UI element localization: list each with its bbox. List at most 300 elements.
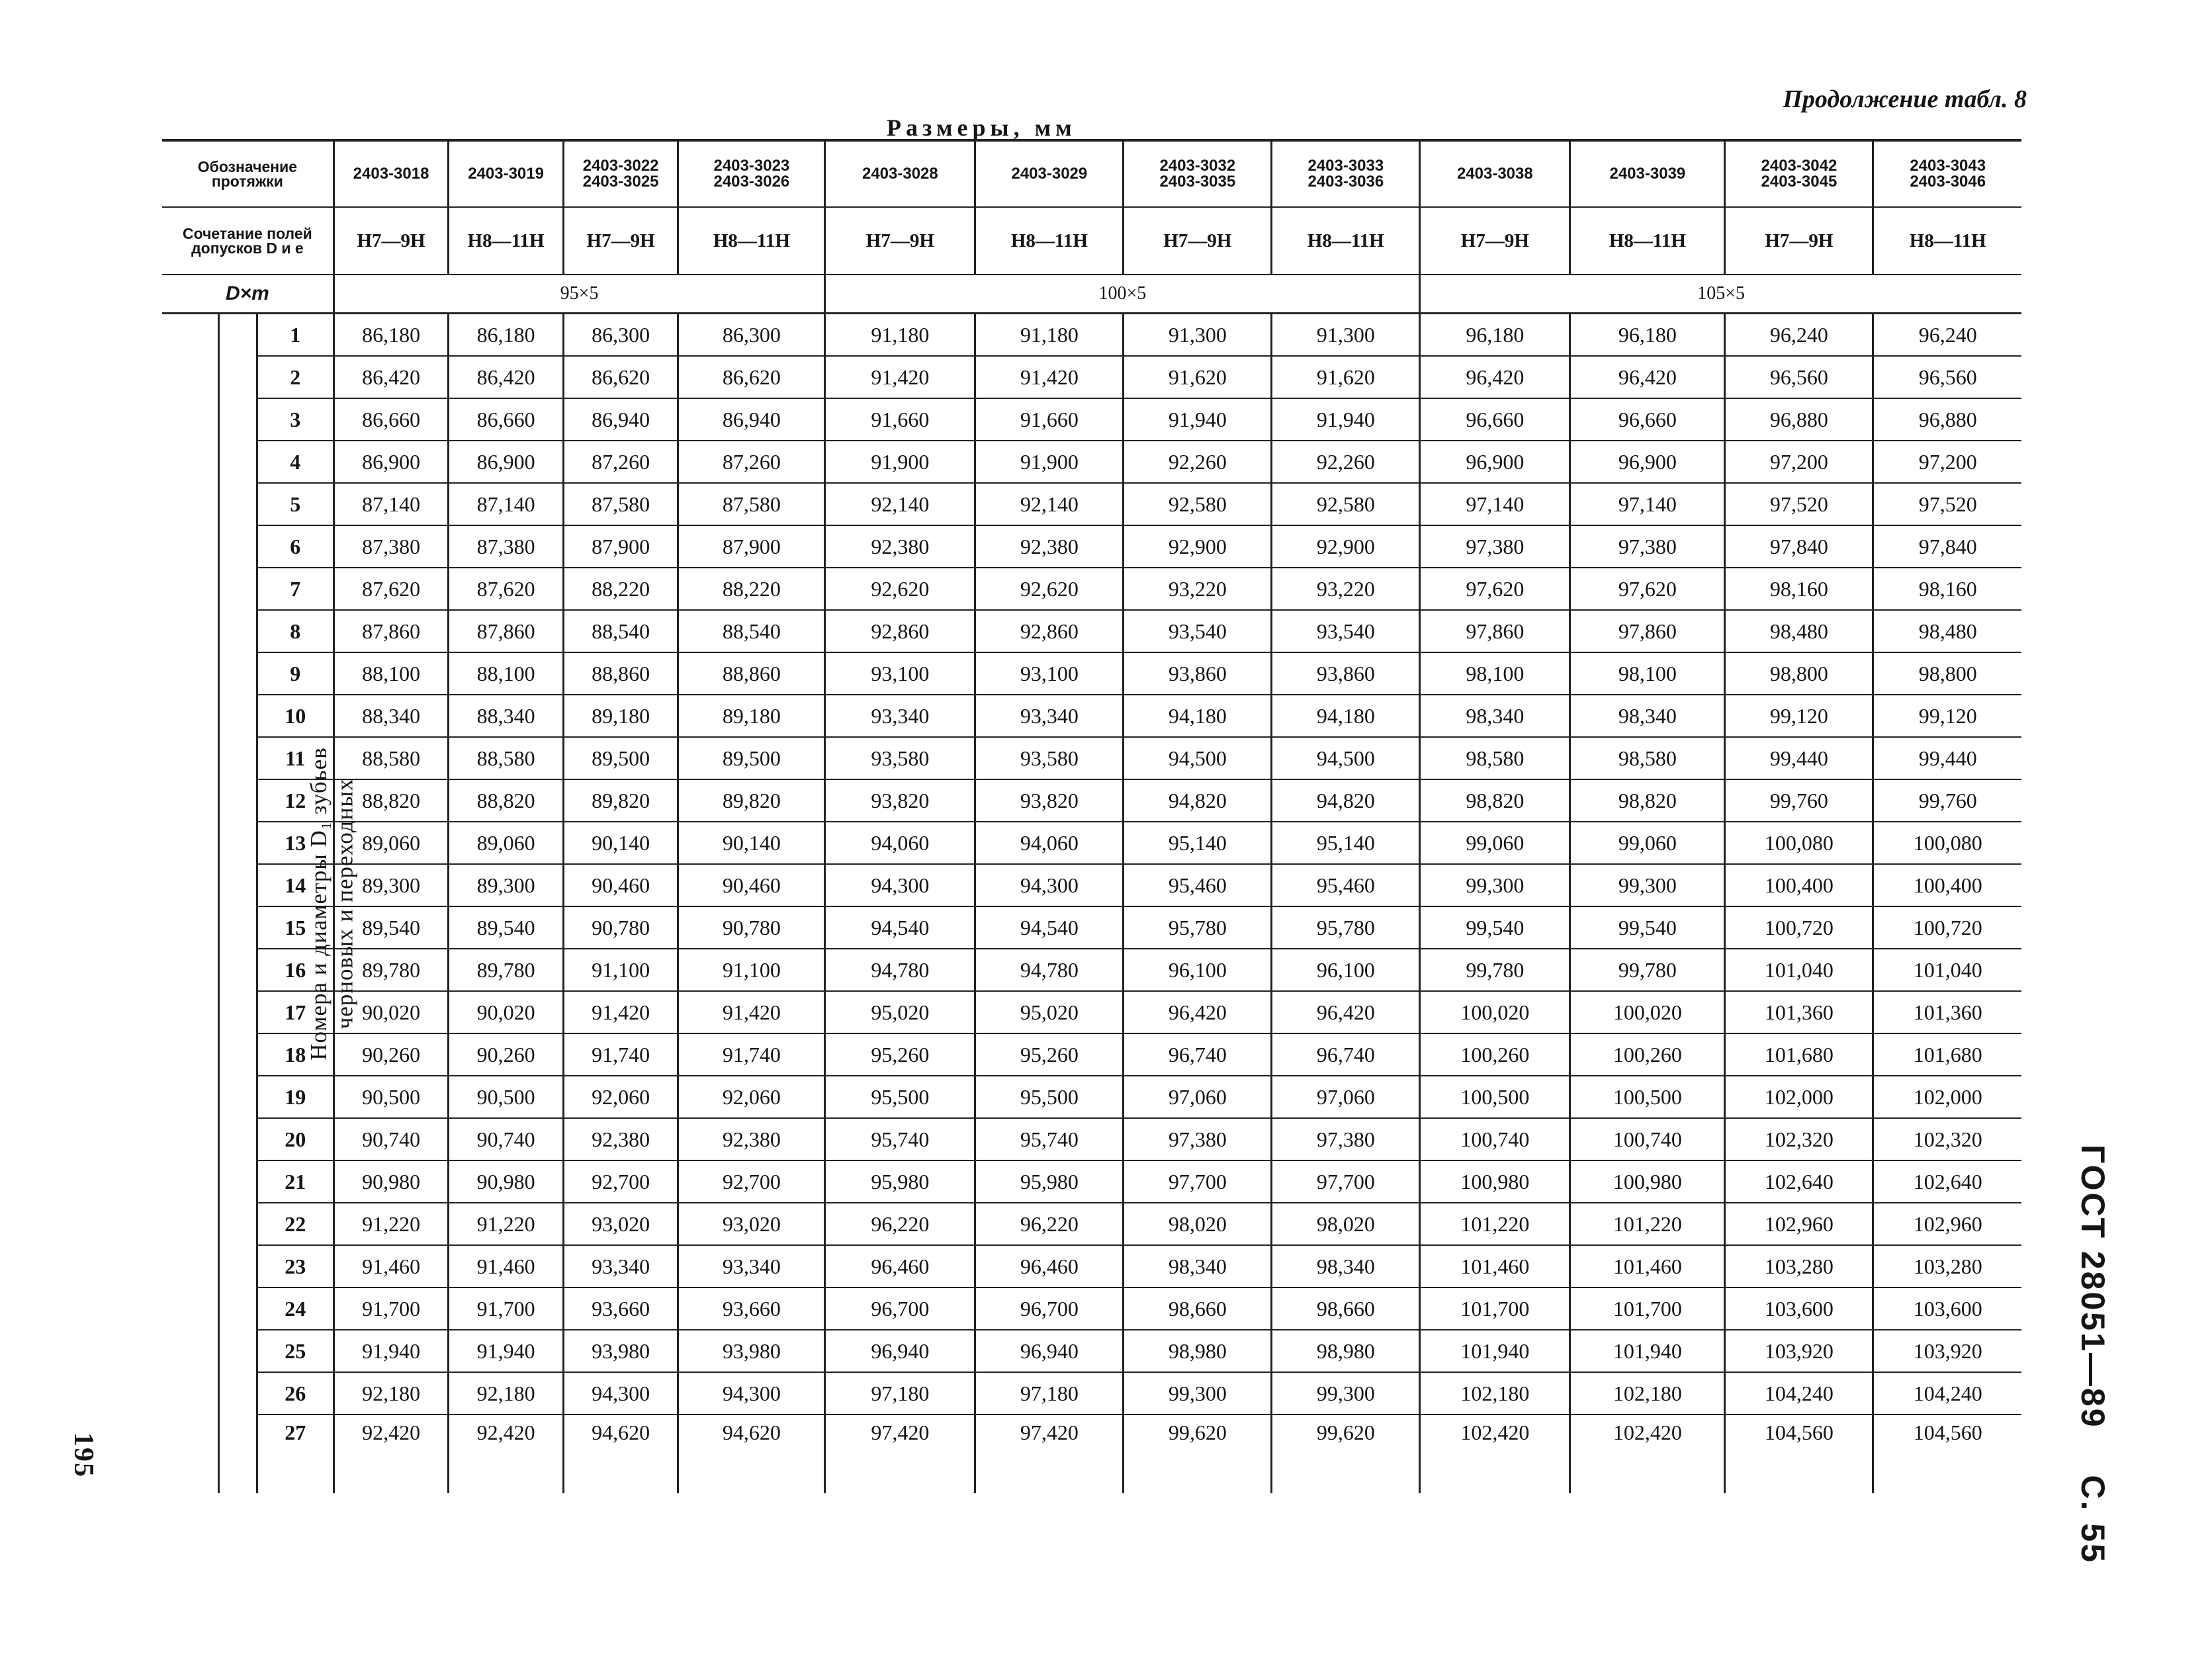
broach-code xyxy=(333,140,449,207)
diameter-cell: 86,300 xyxy=(563,314,678,357)
diameter-cell: 92,060 xyxy=(678,1076,825,1118)
broach-code xyxy=(1272,140,1420,207)
tooth-number: 16 xyxy=(257,949,333,991)
diameter-cell: 100,720 xyxy=(1725,906,1873,949)
diameter-cell: 94,300 xyxy=(975,864,1124,906)
diameter-cell: 88,540 xyxy=(678,610,825,652)
diameter-cell: 101,700 xyxy=(1570,1287,1725,1330)
table-row xyxy=(162,441,2021,483)
broach-code xyxy=(449,140,564,207)
diameter-cell: 100,080 xyxy=(1873,822,2021,864)
tooth-number: 24 xyxy=(257,1287,333,1330)
diameter-cell: 88,860 xyxy=(678,652,825,695)
table-row xyxy=(162,1245,2021,1287)
diameter-cell: 98,820 xyxy=(1420,779,1570,822)
tooth-number: 8 xyxy=(257,610,333,652)
diameter-cell: 94,620 xyxy=(563,1415,678,1493)
diameter-cell: 91,740 xyxy=(563,1033,678,1076)
diameter-cell: 91,660 xyxy=(975,398,1124,441)
diameter-cell: 96,740 xyxy=(1272,1033,1420,1076)
diameter-cell: 90,780 xyxy=(563,906,678,949)
standard-page: С. 55 xyxy=(2074,1475,2111,1565)
tolerance-cell: H8—11H xyxy=(449,207,564,275)
diameter-cell: 86,940 xyxy=(563,398,678,441)
diameter-cell: 96,700 xyxy=(825,1287,975,1330)
broach-code-text: 2403-3032 2403-3035 xyxy=(1159,157,1236,191)
diameter-cell: 99,440 xyxy=(1873,737,2021,779)
tooth-number: 17 xyxy=(257,991,333,1033)
diameter-cell: 97,060 xyxy=(1272,1076,1420,1118)
diameter-cell: 95,740 xyxy=(825,1118,975,1160)
diameter-cell: 93,020 xyxy=(563,1203,678,1245)
diameter-cell: 91,300 xyxy=(1124,314,1272,357)
diameter-cell: 92,580 xyxy=(1272,483,1420,525)
diameter-cell: 92,900 xyxy=(1272,525,1420,568)
diameter-cell: 87,380 xyxy=(333,525,449,568)
diameter-cell: 88,220 xyxy=(563,568,678,610)
table-row xyxy=(162,1330,2021,1372)
diameter-cell: 98,160 xyxy=(1873,568,2021,610)
diameter-cell: 96,740 xyxy=(1124,1033,1272,1076)
diameter-cell: 97,180 xyxy=(825,1372,975,1415)
diameter-cell: 89,540 xyxy=(333,906,449,949)
diameter-cell: 99,120 xyxy=(1873,695,2021,737)
table-row xyxy=(162,779,2021,822)
diameter-cell: 92,180 xyxy=(333,1372,449,1415)
tooth-number: 23 xyxy=(257,1245,333,1287)
diameter-cell: 89,180 xyxy=(563,695,678,737)
diameter-cell: 95,140 xyxy=(1124,822,1272,864)
table-caption: Продолжение табл. 8 xyxy=(1783,85,2027,113)
diameter-cell: 88,820 xyxy=(333,779,449,822)
broach-code-text: 2403-3028 xyxy=(862,165,938,183)
broach-code-text: 2403-3022 2403-3025 xyxy=(582,157,659,191)
diameter-cell: 96,940 xyxy=(975,1330,1124,1372)
broach-code xyxy=(1725,140,1873,207)
diameter-cell: 92,420 xyxy=(449,1415,564,1493)
diameter-cell: 97,860 xyxy=(1570,610,1725,652)
diameter-cell: 95,020 xyxy=(825,991,975,1033)
diameter-cell: 98,340 xyxy=(1124,1245,1272,1287)
diameter-cell: 94,500 xyxy=(1124,737,1272,779)
broach-code-text: 2403-3018 xyxy=(353,165,429,183)
diameter-cell: 97,420 xyxy=(975,1415,1124,1493)
diameter-cell: 93,100 xyxy=(825,652,975,695)
diameter-cell: 97,380 xyxy=(1272,1118,1420,1160)
diameter-cell: 92,700 xyxy=(678,1160,825,1203)
diameter-cell: 88,340 xyxy=(449,695,564,737)
diameter-cell: 97,840 xyxy=(1873,525,2021,568)
diameter-cell: 96,420 xyxy=(1272,991,1420,1033)
diameter-cell: 101,460 xyxy=(1570,1245,1725,1287)
diameter-cell: 91,420 xyxy=(563,991,678,1033)
diameter-cell: 91,420 xyxy=(975,356,1124,398)
diameter-cell: 98,660 xyxy=(1272,1287,1420,1330)
diameter-cell: 102,640 xyxy=(1725,1160,1873,1203)
diameter-cell: 88,580 xyxy=(449,737,564,779)
diameter-cell: 96,240 xyxy=(1725,314,1873,357)
table-row xyxy=(162,1033,2021,1076)
dm-group: 100×5 xyxy=(825,275,1420,314)
diameter-cell: 97,380 xyxy=(1420,525,1570,568)
tooth-number: 9 xyxy=(257,652,333,695)
diameter-cell: 92,580 xyxy=(1124,483,1272,525)
diameter-cell: 91,420 xyxy=(678,991,825,1033)
broach-code-text: 2403-3039 xyxy=(1609,165,1686,183)
diameter-cell: 95,500 xyxy=(825,1076,975,1118)
diameter-cell: 96,460 xyxy=(825,1245,975,1287)
diameter-cell: 90,980 xyxy=(449,1160,564,1203)
diameter-cell: 92,860 xyxy=(825,610,975,652)
diameter-cell: 98,480 xyxy=(1873,610,2021,652)
diameter-cell: 90,140 xyxy=(563,822,678,864)
broach-label: Обозначение протяжки xyxy=(162,140,333,207)
diameter-cell: 102,960 xyxy=(1873,1203,2021,1245)
diameter-cell: 97,520 xyxy=(1725,483,1873,525)
diameter-cell: 100,400 xyxy=(1873,864,2021,906)
diameter-cell: 99,780 xyxy=(1570,949,1725,991)
diameter-cell: 88,100 xyxy=(449,652,564,695)
diameter-cell: 101,220 xyxy=(1570,1203,1725,1245)
diameter-cell: 89,500 xyxy=(678,737,825,779)
diameter-cell: 101,940 xyxy=(1420,1330,1570,1372)
diameter-cell: 98,020 xyxy=(1272,1203,1420,1245)
diameter-cell: 92,140 xyxy=(975,483,1124,525)
diameter-cell: 97,620 xyxy=(1570,568,1725,610)
broach-code xyxy=(563,140,678,207)
diameter-cell: 93,660 xyxy=(678,1287,825,1330)
diameter-cell: 97,200 xyxy=(1725,441,1873,483)
diameter-cell: 102,640 xyxy=(1873,1160,2021,1203)
diameter-cell: 100,260 xyxy=(1420,1033,1570,1076)
diameter-cell: 92,620 xyxy=(825,568,975,610)
broach-code xyxy=(1570,140,1725,207)
diameter-cell: 93,340 xyxy=(563,1245,678,1287)
diameter-cell: 94,820 xyxy=(1124,779,1272,822)
diameter-cell: 95,260 xyxy=(975,1033,1124,1076)
dm-group: 105×5 xyxy=(1420,275,2021,314)
diameter-cell: 92,380 xyxy=(678,1118,825,1160)
diameter-cell: 101,360 xyxy=(1873,991,2021,1033)
diameter-cell: 102,420 xyxy=(1570,1415,1725,1493)
diameter-cell: 100,400 xyxy=(1725,864,1873,906)
diameter-cell: 86,900 xyxy=(449,441,564,483)
diameter-cell: 102,000 xyxy=(1725,1076,1873,1118)
diameter-cell: 99,300 xyxy=(1420,864,1570,906)
broach-code xyxy=(825,140,975,207)
diameter-cell: 96,900 xyxy=(1570,441,1725,483)
diameter-cell: 90,460 xyxy=(678,864,825,906)
diameter-cell: 100,500 xyxy=(1420,1076,1570,1118)
diameter-cell: 94,780 xyxy=(825,949,975,991)
diameter-cell: 99,540 xyxy=(1570,906,1725,949)
diameter-cell: 96,420 xyxy=(1124,991,1272,1033)
diameter-cell: 93,820 xyxy=(975,779,1124,822)
dimensions-table xyxy=(162,139,2021,1493)
diameter-cell: 89,500 xyxy=(563,737,678,779)
diameter-cell: 90,740 xyxy=(333,1118,449,1160)
tolerance-label: Сочетание полей допусков D и e xyxy=(162,207,333,275)
diameter-cell: 98,980 xyxy=(1124,1330,1272,1372)
tolerance-cell: H7—9H xyxy=(1420,207,1570,275)
diameter-cell: 94,180 xyxy=(1272,695,1420,737)
diameter-cell: 98,340 xyxy=(1272,1245,1420,1287)
diameter-cell: 101,680 xyxy=(1873,1033,2021,1076)
diameter-cell: 96,940 xyxy=(825,1330,975,1372)
diameter-cell: 93,220 xyxy=(1124,568,1272,610)
table-row xyxy=(162,822,2021,864)
diameter-cell: 96,100 xyxy=(1272,949,1420,991)
tooth-number: 11 xyxy=(257,737,333,779)
diameter-cell: 87,260 xyxy=(563,441,678,483)
diameter-cell: 95,780 xyxy=(1124,906,1272,949)
diameter-cell: 94,500 xyxy=(1272,737,1420,779)
rows-label-inner-text: черновых и переходных xyxy=(332,778,358,1029)
diameter-cell: 102,960 xyxy=(1725,1203,1873,1245)
diameter-cell: 97,620 xyxy=(1420,568,1570,610)
diameter-cell: 95,500 xyxy=(975,1076,1124,1118)
diameter-cell: 96,420 xyxy=(1570,356,1725,398)
diameter-cell: 93,020 xyxy=(678,1203,825,1245)
diameter-cell: 90,500 xyxy=(449,1076,564,1118)
diameter-cell: 92,260 xyxy=(1272,441,1420,483)
diameter-cell: 89,300 xyxy=(449,864,564,906)
diameter-cell: 95,980 xyxy=(825,1160,975,1203)
diameter-cell: 92,420 xyxy=(333,1415,449,1493)
table-row xyxy=(162,864,2021,906)
diameter-cell: 87,620 xyxy=(449,568,564,610)
diameter-cell: 104,240 xyxy=(1725,1372,1873,1415)
tooth-number: 25 xyxy=(257,1330,333,1372)
diameter-cell: 93,980 xyxy=(563,1330,678,1372)
broach-code-text: 2403-3033 2403-3036 xyxy=(1307,157,1384,191)
diameter-cell: 92,380 xyxy=(825,525,975,568)
diameter-cell: 92,140 xyxy=(825,483,975,525)
broach-code-text: 2403-3023 2403-3026 xyxy=(713,157,790,191)
tooth-number: 12 xyxy=(257,779,333,822)
diameter-cell: 94,300 xyxy=(678,1372,825,1415)
diameter-cell: 103,600 xyxy=(1725,1287,1873,1330)
diameter-cell: 94,540 xyxy=(975,906,1124,949)
diameter-cell: 97,140 xyxy=(1420,483,1570,525)
diameter-cell: 89,540 xyxy=(449,906,564,949)
tooth-number: 13 xyxy=(257,822,333,864)
diameter-cell: 99,060 xyxy=(1420,822,1570,864)
diameter-cell: 90,140 xyxy=(678,822,825,864)
diameter-cell: 98,340 xyxy=(1420,695,1570,737)
diameter-cell: 86,180 xyxy=(449,314,564,357)
diameter-cell: 89,820 xyxy=(563,779,678,822)
dm-group: 95×5 xyxy=(333,275,825,314)
broach-code-text: 2403-3029 xyxy=(1011,165,1088,183)
table-row xyxy=(162,1118,2021,1160)
tooth-number: 21 xyxy=(257,1160,333,1203)
diameter-cell: 100,020 xyxy=(1570,991,1725,1033)
diameter-cell: 98,580 xyxy=(1420,737,1570,779)
diameter-cell: 98,340 xyxy=(1570,695,1725,737)
diameter-cell: 99,300 xyxy=(1570,864,1725,906)
diameter-cell: 96,700 xyxy=(975,1287,1124,1330)
header-row-codes xyxy=(162,140,2021,207)
diameter-cell: 91,900 xyxy=(975,441,1124,483)
table-row xyxy=(162,356,2021,398)
diameter-cell: 96,660 xyxy=(1420,398,1570,441)
tolerance-cell: H7—9H xyxy=(563,207,678,275)
dm-label: D×m xyxy=(162,275,333,314)
diameter-cell: 93,660 xyxy=(563,1287,678,1330)
diameter-cell: 96,900 xyxy=(1420,441,1570,483)
diameter-cell: 103,920 xyxy=(1725,1330,1873,1372)
diameter-cell: 86,900 xyxy=(333,441,449,483)
standard-code: ГОСТ 28051—89 xyxy=(2074,1145,2111,1429)
table-row xyxy=(162,568,2021,610)
diameter-cell: 97,180 xyxy=(975,1372,1124,1415)
diameter-cell: 88,340 xyxy=(333,695,449,737)
diameter-cell: 87,140 xyxy=(449,483,564,525)
tooth-number: 6 xyxy=(257,525,333,568)
diameter-cell: 95,740 xyxy=(975,1118,1124,1160)
diameter-cell: 89,300 xyxy=(333,864,449,906)
diameter-cell: 94,300 xyxy=(825,864,975,906)
diameter-cell: 87,860 xyxy=(333,610,449,652)
units-title: Размеры, мм xyxy=(887,114,1077,141)
header-row-dm xyxy=(162,275,2021,314)
diameter-cell: 91,940 xyxy=(449,1330,564,1372)
diameter-cell: 92,380 xyxy=(563,1118,678,1160)
table-row xyxy=(162,525,2021,568)
header-row-tolerances xyxy=(162,207,2021,275)
broach-code xyxy=(975,140,1124,207)
tooth-number: 2 xyxy=(257,356,333,398)
diameter-cell: 97,140 xyxy=(1570,483,1725,525)
diameter-cell: 97,060 xyxy=(1124,1076,1272,1118)
diameter-cell: 94,060 xyxy=(825,822,975,864)
diameter-cell: 97,420 xyxy=(825,1415,975,1493)
diameter-cell: 99,540 xyxy=(1420,906,1570,949)
tooth-number: 3 xyxy=(257,398,333,441)
diameter-cell: 97,380 xyxy=(1124,1118,1272,1160)
diameter-cell: 93,820 xyxy=(825,779,975,822)
table-row xyxy=(162,737,2021,779)
rows-label-outer-text: Номера и диаметры D₁ зубьев xyxy=(305,747,332,1061)
broach-code xyxy=(1124,140,1272,207)
diameter-cell: 97,700 xyxy=(1124,1160,1272,1203)
diameter-cell: 91,700 xyxy=(333,1287,449,1330)
diameter-cell: 91,660 xyxy=(825,398,975,441)
diameter-cell: 90,980 xyxy=(333,1160,449,1203)
diameter-cell: 89,060 xyxy=(333,822,449,864)
diameter-cell: 86,180 xyxy=(333,314,449,357)
tolerance-cell: H8—11H xyxy=(1570,207,1725,275)
tolerance-cell: H8—11H xyxy=(1873,207,2021,275)
table-row xyxy=(162,949,2021,991)
diameter-cell: 100,980 xyxy=(1570,1160,1725,1203)
diameter-cell: 86,620 xyxy=(563,356,678,398)
table-row xyxy=(162,991,2021,1033)
diameter-cell: 89,060 xyxy=(449,822,564,864)
diameter-cell: 96,460 xyxy=(975,1245,1124,1287)
diameter-cell: 91,220 xyxy=(333,1203,449,1245)
diameter-cell: 96,220 xyxy=(975,1203,1124,1245)
diameter-cell: 100,500 xyxy=(1570,1076,1725,1118)
tooth-number: 7 xyxy=(257,568,333,610)
diameter-cell: 91,460 xyxy=(333,1245,449,1287)
diameter-cell: 88,580 xyxy=(333,737,449,779)
tooth-number: 26 xyxy=(257,1372,333,1415)
diameter-cell: 94,820 xyxy=(1272,779,1420,822)
table-row xyxy=(162,652,2021,695)
diameter-cell: 102,000 xyxy=(1873,1076,2021,1118)
diameter-cell: 101,460 xyxy=(1420,1245,1570,1287)
diameter-cell: 97,700 xyxy=(1272,1160,1420,1203)
diameter-cell: 101,680 xyxy=(1725,1033,1873,1076)
diameter-cell: 91,180 xyxy=(825,314,975,357)
diameter-cell: 87,140 xyxy=(333,483,449,525)
diameter-cell: 104,240 xyxy=(1873,1372,2021,1415)
diameter-cell: 98,480 xyxy=(1725,610,1873,652)
diameter-cell: 91,100 xyxy=(678,949,825,991)
diameter-cell: 90,020 xyxy=(449,991,564,1033)
diameter-cell: 87,580 xyxy=(563,483,678,525)
diameter-cell: 92,260 xyxy=(1124,441,1272,483)
diameter-cell: 96,880 xyxy=(1873,398,2021,441)
diameter-cell: 89,820 xyxy=(678,779,825,822)
diameter-cell: 93,340 xyxy=(678,1245,825,1287)
diameter-cell: 87,860 xyxy=(449,610,564,652)
diameter-cell: 102,180 xyxy=(1420,1372,1570,1415)
diameter-cell: 92,380 xyxy=(975,525,1124,568)
tooth-number: 18 xyxy=(257,1033,333,1076)
table-row xyxy=(162,1415,2021,1493)
broach-code-text: 2403-3043 2403-3046 xyxy=(1910,157,1986,191)
diameter-cell: 90,020 xyxy=(333,991,449,1033)
diameter-cell: 96,240 xyxy=(1873,314,2021,357)
diameter-cell: 102,420 xyxy=(1420,1415,1570,1493)
diameter-cell: 104,560 xyxy=(1725,1415,1873,1493)
diameter-cell: 99,440 xyxy=(1725,737,1873,779)
table-row xyxy=(162,483,2021,525)
tooth-number: 4 xyxy=(257,441,333,483)
diameter-cell: 86,660 xyxy=(333,398,449,441)
diameter-cell: 86,420 xyxy=(333,356,449,398)
diameter-cell: 96,560 xyxy=(1873,356,2021,398)
table-row xyxy=(162,610,2021,652)
diameter-cell: 91,620 xyxy=(1124,356,1272,398)
table-row xyxy=(162,1160,2021,1203)
diameter-cell: 91,220 xyxy=(449,1203,564,1245)
diameter-cell: 87,580 xyxy=(678,483,825,525)
diameter-cell: 102,320 xyxy=(1873,1118,2021,1160)
diameter-cell: 90,780 xyxy=(678,906,825,949)
diameter-cell: 91,700 xyxy=(449,1287,564,1330)
diameter-cell: 97,840 xyxy=(1725,525,1873,568)
diameter-cell: 92,700 xyxy=(563,1160,678,1203)
diameter-cell: 94,060 xyxy=(975,822,1124,864)
diameter-cell: 93,540 xyxy=(1272,610,1420,652)
diameter-cell: 100,740 xyxy=(1420,1118,1570,1160)
diameter-cell: 95,460 xyxy=(1124,864,1272,906)
diameter-cell: 98,580 xyxy=(1570,737,1725,779)
diameter-cell: 97,520 xyxy=(1873,483,2021,525)
diameter-cell: 89,780 xyxy=(333,949,449,991)
diameter-cell: 91,620 xyxy=(1272,356,1420,398)
diameter-cell: 87,900 xyxy=(563,525,678,568)
diameter-cell: 97,380 xyxy=(1570,525,1725,568)
diameter-cell: 94,780 xyxy=(975,949,1124,991)
diameter-cell: 103,600 xyxy=(1873,1287,2021,1330)
diameter-cell: 94,540 xyxy=(825,906,975,949)
diameter-cell: 92,620 xyxy=(975,568,1124,610)
